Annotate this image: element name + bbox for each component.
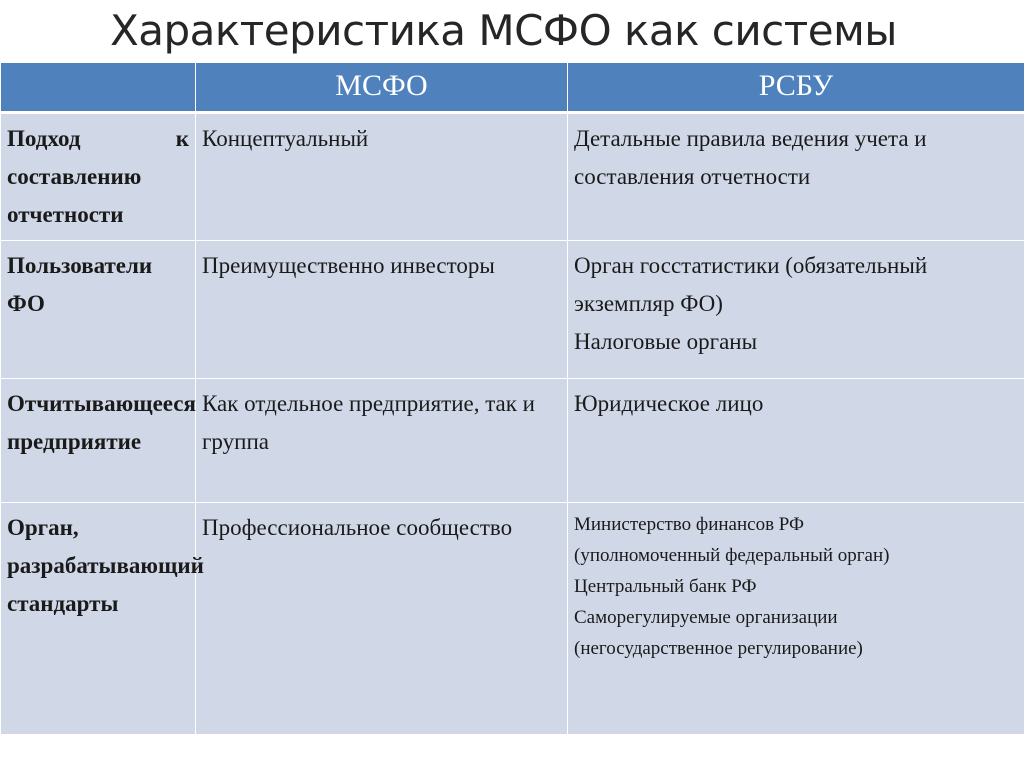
- row-label-reporting-entity: Отчитывающееся предприятие: [1, 379, 196, 503]
- row-label-approach: Подход к составлению отчетности: [1, 113, 196, 241]
- rsbu-line: Орган госстатистики (обязательный экземпляр ФО): [574, 253, 928, 316]
- slide-title: Характеристика МСФО как системы: [110, 6, 897, 55]
- rsbu-line: Центральный банк РФ: [574, 576, 757, 597]
- cell-msfo-reporting-entity: Как отдельное предприятие, так и группа: [196, 379, 568, 503]
- rsbu-line: Министерство финансов РФ: [574, 514, 805, 535]
- cell-msfo-users: Преимущественно инвесторы: [196, 241, 568, 379]
- rsbu-line: (негосударственное регулирование): [574, 638, 863, 659]
- row-label-standard-setter: Орган, разрабатывающий стандарты: [1, 503, 196, 735]
- rsbu-line: Саморегулируемые организации: [574, 607, 838, 628]
- table-row: [1, 113, 1024, 241]
- cell-rsbu-users: [568, 241, 1024, 379]
- cell-msfo-approach: Концептуальный: [196, 113, 568, 241]
- rsbu-line: Юридическое лицо: [574, 391, 764, 416]
- header-msfo: МСФО: [196, 63, 568, 113]
- table-row: [1, 379, 1024, 503]
- rsbu-line: Налоговые органы: [574, 329, 758, 354]
- comparison-table: [0, 62, 1024, 735]
- table-row: [1, 503, 1024, 735]
- header-rsbu: РСБУ: [568, 63, 1024, 113]
- cell-msfo-standard-setter: Профессиональное сообщество: [196, 503, 568, 735]
- row-label-users: Пользователи ФО: [1, 241, 196, 379]
- table-row: [1, 241, 1024, 379]
- rsbu-line: (уполномоченный федеральный орган): [574, 545, 890, 566]
- cell-rsbu-approach: [568, 113, 1024, 241]
- table-header-row: [1, 63, 1024, 113]
- cell-rsbu-reporting-entity: [568, 379, 1024, 503]
- rsbu-line: Детальные правила ведения учета и составления отчетности: [574, 126, 927, 189]
- cell-rsbu-standard-setter: [568, 503, 1024, 735]
- header-empty-cell: [1, 63, 196, 113]
